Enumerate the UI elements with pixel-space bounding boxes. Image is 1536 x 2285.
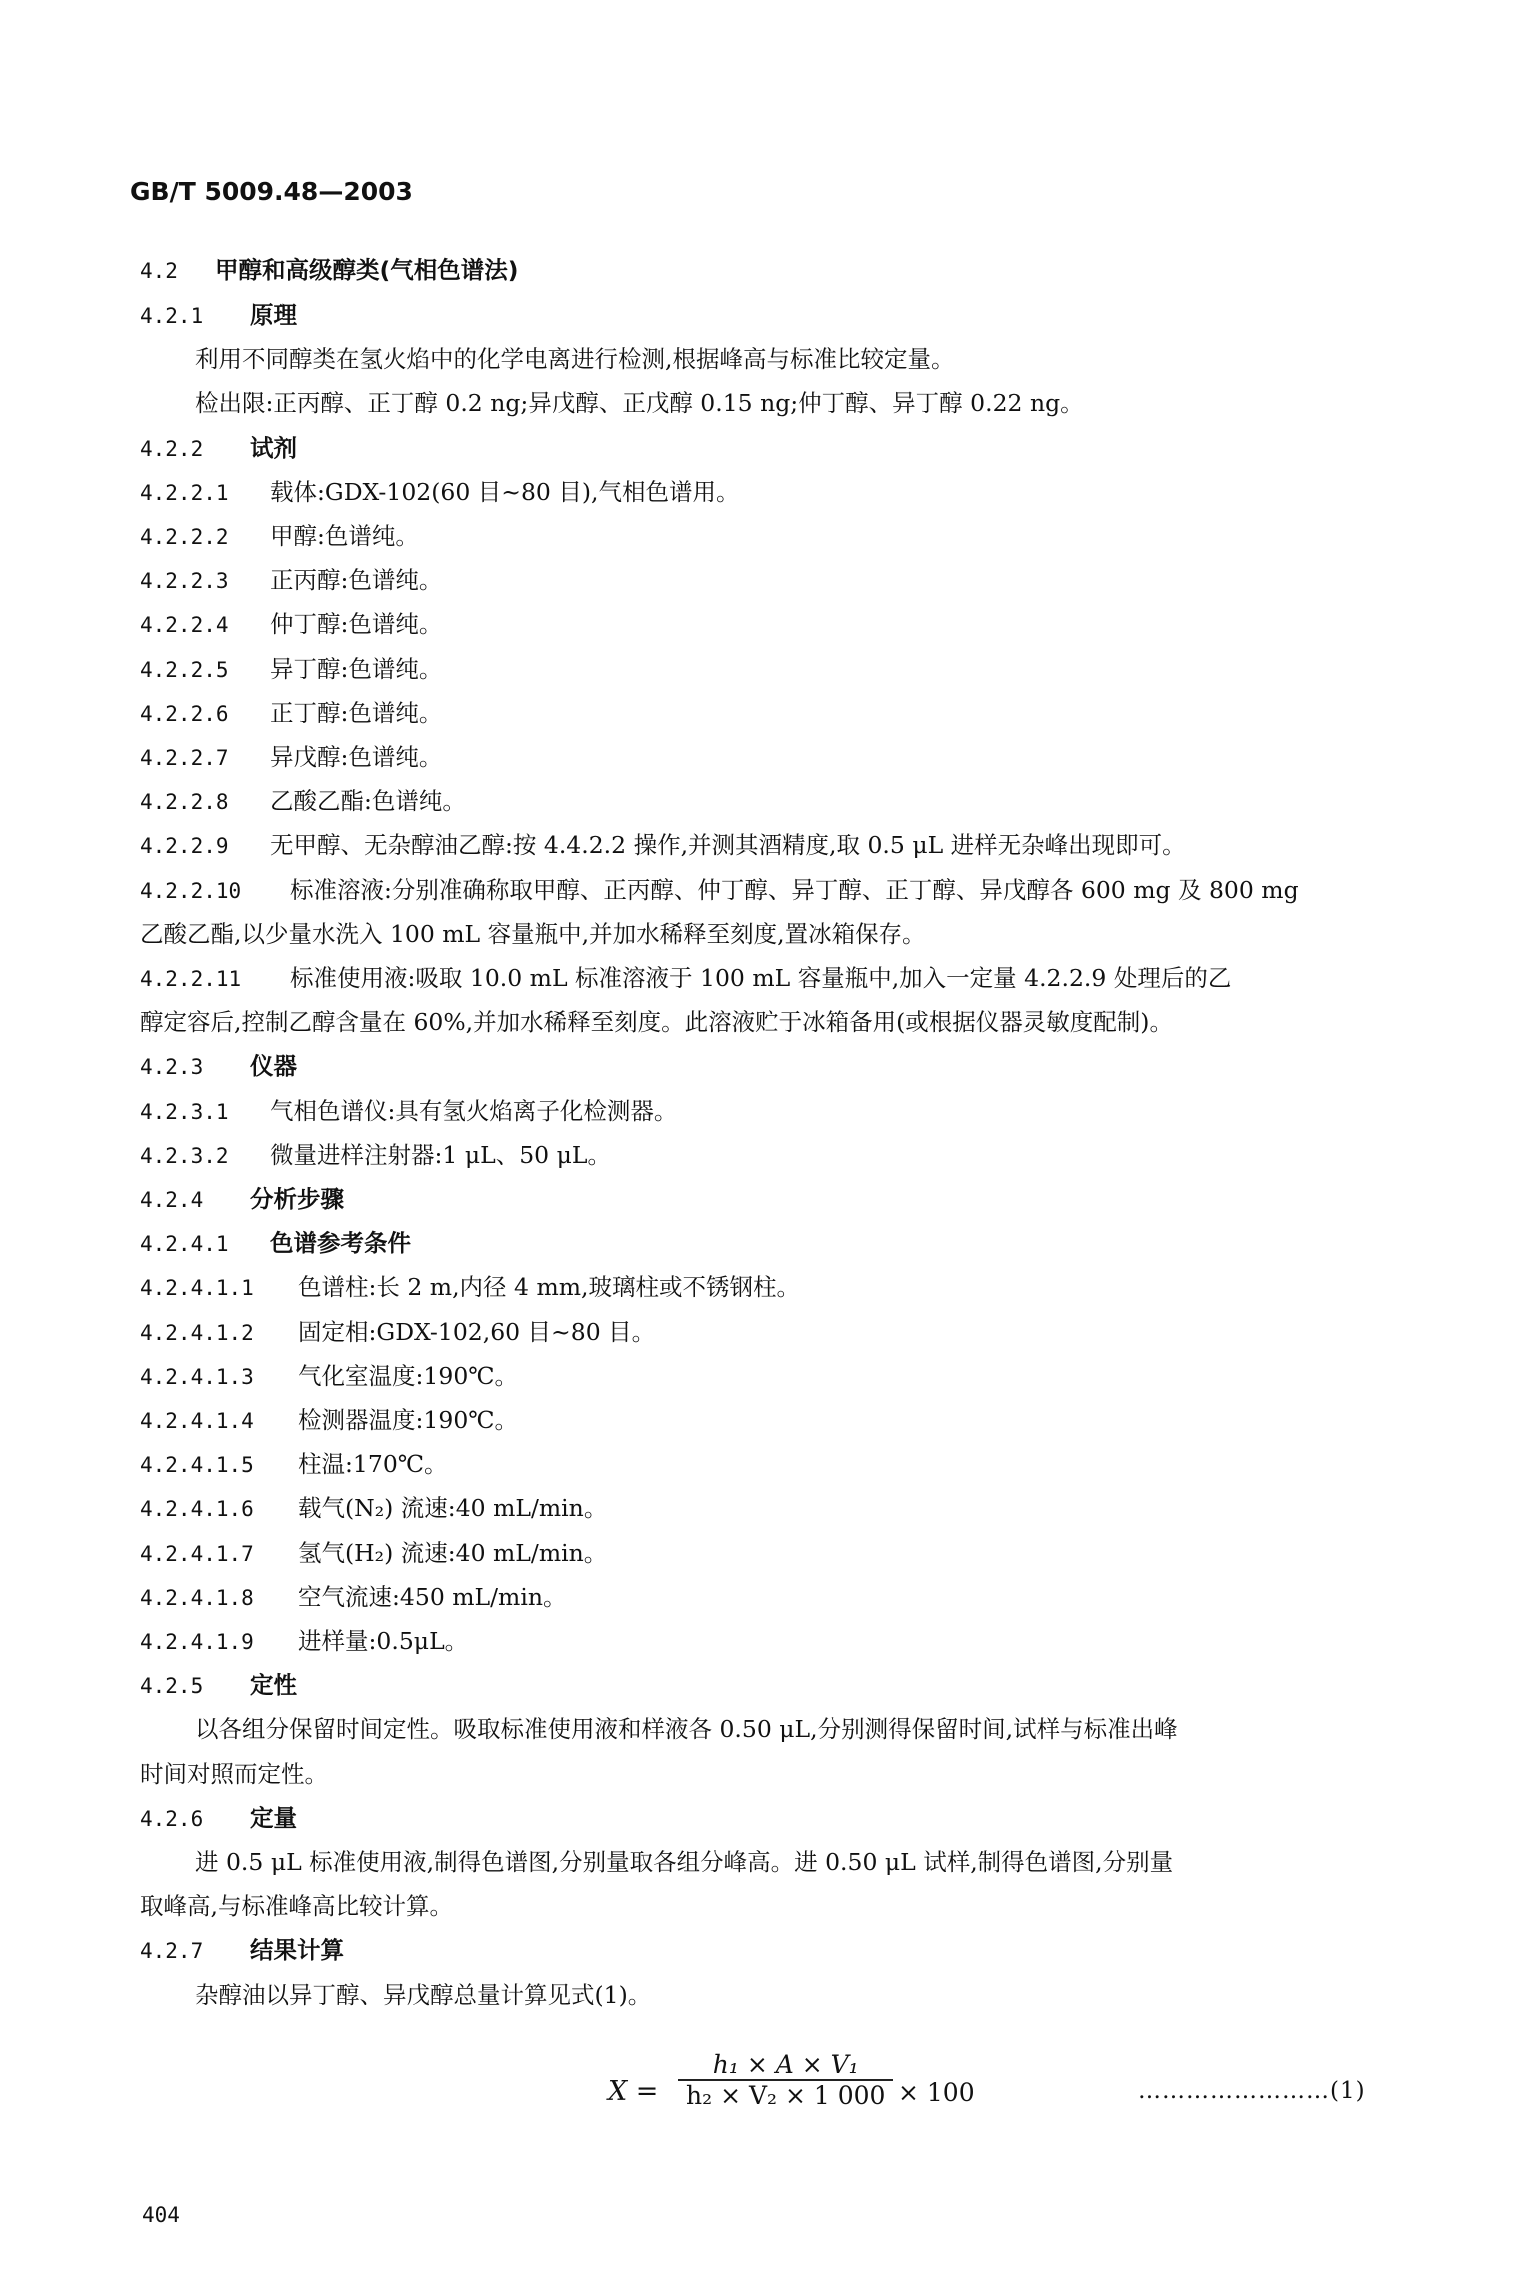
formula-numerator: h₁ × A × V₁ xyxy=(712,2050,859,2079)
standard-code: GB/T 5009.48—2003 xyxy=(130,177,413,206)
clause-text: 微量进样注射器:1 μL、50 μL。 xyxy=(270,1141,611,1169)
clause-text: 柱温:170℃。 xyxy=(298,1450,448,1478)
equation-number: ……………………(1) xyxy=(1138,2078,1366,2104)
equation-1 xyxy=(608,2050,1508,2140)
clause-text: 无甲醇、无杂醇油乙醇:按 4.4.2.2 操作,并测其酒精度,取 0.5 μL 进样无杂峰出现即可。 xyxy=(270,831,1186,859)
clause-heading xyxy=(140,1184,344,1215)
clause-number: 4.2.4.1.2 xyxy=(140,1321,254,1345)
clause-text: 色谱参考条件 xyxy=(270,1229,411,1257)
clause-line xyxy=(140,1007,1173,1037)
clause-number: 4.2.4.1.3 xyxy=(140,1365,254,1389)
clause-line xyxy=(140,565,442,596)
clause-line xyxy=(140,963,1231,994)
clause-text: 进 0.5 μL 标准使用液,制得色谱图,分别量取各组分峰高。进 0.50 μL 试样,制得色谱图,分别量 xyxy=(195,1848,1174,1876)
clause-text: 仪器 xyxy=(250,1052,297,1080)
clause-text: 气化室温度:190℃。 xyxy=(298,1362,519,1390)
clause-heading xyxy=(140,1051,297,1082)
section-number: 4.2 xyxy=(140,259,178,283)
clause-number: 4.2.7 xyxy=(140,1939,204,1963)
clause-line xyxy=(140,919,926,949)
clause-line xyxy=(140,609,442,640)
clause-text: 空气流速:450 mL/min。 xyxy=(298,1583,567,1611)
clause-text: 气相色谱仪:具有氢火焰离子化检测器。 xyxy=(270,1097,678,1125)
clause-line xyxy=(140,1759,328,1789)
clause-text: 异丁醇:色谱纯。 xyxy=(270,655,443,683)
clause-line xyxy=(140,742,442,773)
clause-text: 结果计算 xyxy=(250,1936,344,1964)
clause-number: 4.2.4.1 xyxy=(140,1232,229,1256)
clause-heading xyxy=(140,1803,297,1834)
section-title: 甲醇和高级醇类(气相色谱法) xyxy=(215,256,519,284)
clause-line xyxy=(140,521,419,552)
clause-text: 氢气(H₂) 流速:40 mL/min。 xyxy=(298,1539,608,1567)
clause-number: 4.2.2.8 xyxy=(140,790,229,814)
clause-text: 乙酸乙酯,以少量水洗入 100 mL 容量瓶中,并加水稀释至刻度,置冰箱保存。 xyxy=(140,920,926,948)
clause-text: 载气(N₂) 流速:40 mL/min。 xyxy=(298,1494,608,1522)
clause-number: 4.2.2.2 xyxy=(140,525,229,549)
clause-heading xyxy=(140,1935,344,1966)
clause-number: 4.2.2.10 xyxy=(140,879,242,903)
clause-text: 乙酸乙酯:色谱纯。 xyxy=(270,787,466,815)
clause-number: 4.2.4.1.4 xyxy=(140,1409,254,1433)
formula-fraction xyxy=(678,2050,893,2110)
clause-line xyxy=(140,1626,468,1657)
clause-text: 利用不同醇类在氢火焰中的化学电离进行检测,根据峰高与标准比较定量。 xyxy=(195,345,955,373)
clause-line xyxy=(140,1449,448,1480)
clause-heading xyxy=(140,300,297,331)
clause-line xyxy=(140,1096,677,1127)
clause-number: 4.2.4.1.8 xyxy=(140,1586,254,1610)
clause-number: 4.2.1 xyxy=(140,304,204,328)
clause-number: 4.2.2.5 xyxy=(140,658,229,682)
clause-line xyxy=(140,1582,566,1613)
clause-text: 进样量:0.5μL。 xyxy=(298,1627,469,1655)
clause-number: 4.2.2.7 xyxy=(140,746,229,770)
page-number: 404 xyxy=(142,2203,180,2227)
clause-text: 正丁醇:色谱纯。 xyxy=(270,699,443,727)
clause-text: 定性 xyxy=(250,1671,297,1699)
clause-line xyxy=(195,388,1084,418)
clause-line xyxy=(195,1847,1173,1877)
clause-text: 异戊醇:色谱纯。 xyxy=(270,743,443,771)
clause-number: 4.2.4.1.1 xyxy=(140,1276,254,1300)
clause-line xyxy=(195,1980,651,2010)
clause-text: 标准溶液:分别准确称取甲醇、正丙醇、仲丁醇、异丁醇、正丁醇、异戊醇各 600 mg 及 800 mg xyxy=(290,876,1299,904)
clause-number: 4.2.3.1 xyxy=(140,1100,229,1124)
clause-line xyxy=(140,1140,611,1171)
clause-text: 杂醇油以异丁醇、异戊醇总量计算见式(1)。 xyxy=(195,1981,652,2009)
clause-line xyxy=(140,875,1299,906)
clause-text: 标准使用液:吸取 10.0 mL 标准溶液于 100 mL 容量瓶中,加入一定量 4.2.2.9 处理后的乙 xyxy=(290,964,1232,992)
clause-text: 原理 xyxy=(250,301,297,329)
clause-text: 检测器温度:190℃。 xyxy=(298,1406,519,1434)
formula-denominator: h₂ × V₂ × 1 000 xyxy=(686,2080,886,2110)
clause-text: 色谱柱:长 2 m,内径 4 mm,玻璃柱或不锈钢柱。 xyxy=(298,1273,800,1301)
clause-line xyxy=(140,698,442,729)
clause-line xyxy=(140,477,739,508)
clause-line xyxy=(140,1272,800,1303)
clause-text: 分析步骤 xyxy=(250,1185,344,1213)
clause-text: 以各组分保留时间定性。吸取标准使用液和样液各 0.50 μL,分别测得保留时间,试样与标准出峰 xyxy=(195,1715,1178,1743)
clause-number: 4.2.5 xyxy=(140,1674,204,1698)
clause-text: 固定相:GDX-102,60 目~80 目。 xyxy=(298,1318,656,1346)
clause-line xyxy=(140,786,466,817)
clause-line xyxy=(195,1714,1178,1744)
clause-text: 仲丁醇:色谱纯。 xyxy=(270,610,443,638)
formula-multiplier: × 100 xyxy=(898,2078,975,2107)
clause-text: 载体:GDX-102(60 目~80 目),气相色谱用。 xyxy=(270,478,740,506)
clause-number: 4.2.4.1.9 xyxy=(140,1630,254,1654)
clause-number: 4.2.4.1.7 xyxy=(140,1542,254,1566)
clause-line xyxy=(140,1538,607,1569)
clause-line xyxy=(140,654,442,685)
clause-text: 取峰高,与标准峰高比较计算。 xyxy=(140,1892,453,1920)
clause-text: 时间对照而定性。 xyxy=(140,1760,328,1788)
clause-number: 4.2.3.2 xyxy=(140,1144,229,1168)
section-heading xyxy=(140,255,518,286)
clause-number: 4.2.2.9 xyxy=(140,834,229,858)
formula-lhs: X = xyxy=(608,2076,659,2107)
clause-number: 4.2.4.1.5 xyxy=(140,1453,254,1477)
clause-number: 4.2.2.4 xyxy=(140,613,229,637)
clause-number: 4.2.4 xyxy=(140,1188,204,1212)
clause-text: 试剂 xyxy=(250,434,297,462)
clause-line xyxy=(140,1361,518,1392)
clause-number: 4.2.6 xyxy=(140,1807,204,1831)
clause-line xyxy=(140,1493,607,1524)
clause-number: 4.2.2.6 xyxy=(140,702,229,726)
clause-number: 4.2.2.11 xyxy=(140,967,242,991)
clause-text: 正丙醇:色谱纯。 xyxy=(270,566,443,594)
clause-line xyxy=(140,1891,453,1921)
clause-number: 4.2.3 xyxy=(140,1055,204,1079)
clause-line xyxy=(140,830,1186,861)
clause-heading xyxy=(140,1670,297,1701)
clause-number: 4.2.4.1.6 xyxy=(140,1497,254,1521)
clause-number: 4.2.2 xyxy=(140,437,204,461)
clause-text: 定量 xyxy=(250,1804,297,1832)
clause-text: 检出限:正丙醇、正丁醇 0.2 ng;异戊醇、正戊醇 0.15 ng;仲丁醇、异丁醇 0.22 ng。 xyxy=(195,389,1084,417)
clause-heading xyxy=(140,433,297,464)
clause-text: 醇定容后,控制乙醇含量在 60%,并加水稀释至刻度。此溶液贮于冰箱备用(或根据仪器灵敏度配制)。 xyxy=(140,1008,1173,1036)
clause-heading xyxy=(140,1228,411,1259)
clause-line xyxy=(140,1405,518,1436)
clause-number: 4.2.2.1 xyxy=(140,481,229,505)
clause-number: 4.2.2.3 xyxy=(140,569,229,593)
clause-line xyxy=(195,344,954,374)
clause-line xyxy=(140,1317,655,1348)
clause-text: 甲醇:色谱纯。 xyxy=(270,522,419,550)
